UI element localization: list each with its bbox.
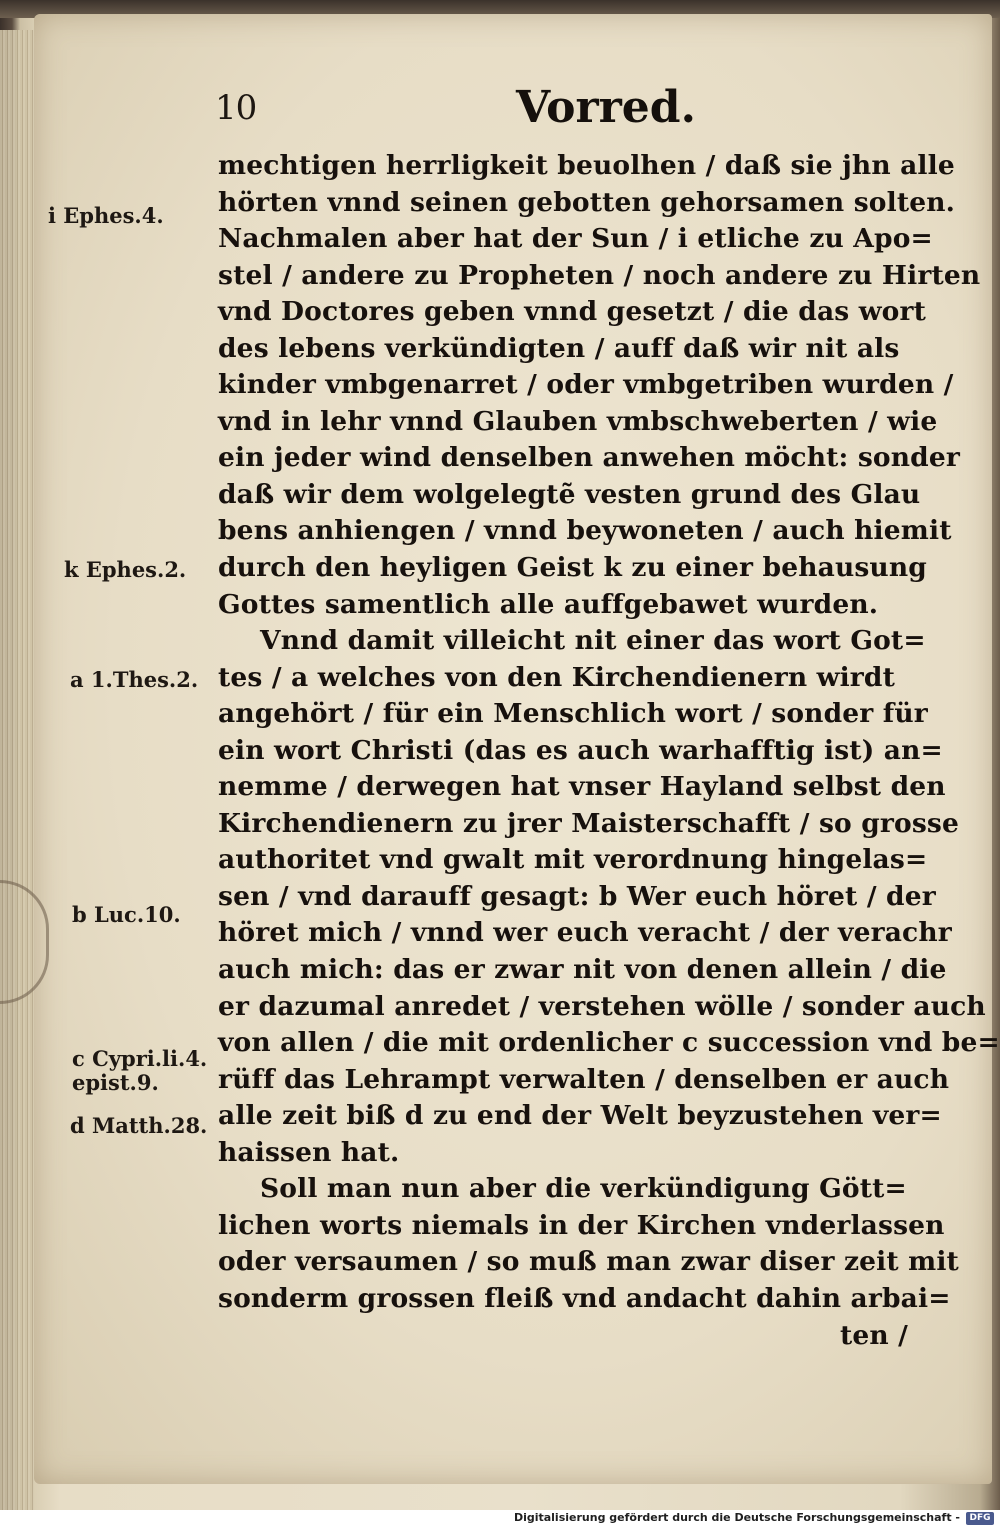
page-stack-edge	[0, 30, 34, 1510]
text-line: alle zeit biß d zu end der Welt beyzustehen ver=	[218, 1100, 942, 1132]
text-line: des lebens verkündigten / auff daß wir nit als	[218, 332, 900, 364]
running-title: Vorred.	[516, 82, 696, 133]
text-line: auch mich: das er zwar nit von denen allein / die	[218, 954, 947, 986]
text-line: sen / vnd darauff gesagt: b Wer euch höret / der	[218, 880, 936, 912]
margin-note-luc-10: b Luc.10.	[72, 902, 181, 927]
text-line: Gottes samentlich alle auffgebawet wurden.	[218, 588, 879, 620]
dfg-logo-icon: DFG	[966, 1512, 994, 1525]
text-line: haissen hat.	[218, 1136, 400, 1168]
catchword: ten /	[839, 1319, 908, 1351]
text-line: von allen / die mit ordenlicher c succession vnd be=	[218, 1027, 1000, 1059]
text-line-paragraph-start: Soll man nun aber die verkündigung Gött=	[260, 1173, 907, 1205]
text-line: Kirchendienern zu jrer Maisterschafft / so grosse	[218, 807, 960, 839]
footer-bar	[0, 1510, 1000, 1528]
body-text-block	[218, 148, 1000, 1354]
margin-note-ephes-2: k Ephes.2.	[64, 557, 187, 582]
text-line: vnd in lehr vnnd Glauben vmbschweberten / wie	[218, 405, 938, 437]
margin-note-epist: epist.9.	[72, 1070, 159, 1095]
text-line: Nachmalen aber hat der Sun / i etliche zu Apo=	[218, 223, 933, 255]
margin-note-matth-28: d Matth.28.	[70, 1113, 208, 1138]
margin-note-cypri: c Cypri.li.4.	[72, 1046, 208, 1071]
text-line: vnd Doctores geben vnnd gesetzt / die das wort	[218, 296, 926, 328]
page-header	[0, 82, 1000, 142]
footer-credit: Digitalisierung gefördert durch die Deutsche Forschungsgemeinschaft -	[513, 1511, 960, 1524]
text-line: kinder vmbgenarret / oder vmbgetriben wurden /	[218, 369, 954, 401]
text-line: daß wir dem wolgelegtẽ vesten grund des Glau	[218, 478, 921, 510]
text-line: mechtigen herrligkeit beuolhen / daß sie jhn alle	[218, 150, 955, 181]
text-line: ein jeder wind denselben anwehen möcht: sonder	[218, 442, 960, 474]
text-line: er dazumal anredet / verstehen wölle / sonder auch	[218, 990, 986, 1022]
margin-note-1-thes-2: a 1.Thes.2.	[70, 667, 199, 692]
text-line: rüff das Lehrampt verwalten / denselben er auch	[218, 1063, 950, 1095]
text-line: oder versaumen / so muß man zwar diser zeit mit	[218, 1246, 959, 1278]
text-line: angehört / für ein Menschlich wort / sonder für	[218, 698, 928, 730]
text-line: nemme / derwegen hat vnser Hayland selbst den	[218, 771, 946, 803]
text-line: sonderm grossen fleiß vnd andacht dahin arbai=	[218, 1282, 951, 1314]
text-line: stel / andere zu Propheten / noch andere zu Hirten	[218, 259, 981, 291]
text-line: lichen worts niemals in der Kirchen vnderlassen	[218, 1209, 945, 1241]
margin-note-ephes-4: i Ephes.4.	[48, 203, 164, 228]
text-line: hörten vnnd seinen gebotten gehorsamen solten.	[218, 186, 956, 218]
text-line: authoritet vnd gwalt mit verordnung hingelas=	[218, 844, 928, 876]
text-line: ein wort Christi (das es auch warhafftig ist) an=	[218, 734, 943, 766]
text-line: durch den heyligen Geist k zu einer behausung	[218, 552, 927, 584]
text-line: höret mich / vnnd wer euch veracht / der verachr	[218, 917, 952, 949]
text-line: bens anhiengen / vnnd beywoneten / auch hiemit	[218, 515, 952, 547]
text-line-paragraph-start: Vnnd damit villeicht nit einer das wort Got=	[260, 625, 926, 657]
page-number: 10	[215, 88, 257, 128]
text-line: tes / a welches von den Kirchendienern wirdt	[218, 661, 895, 693]
